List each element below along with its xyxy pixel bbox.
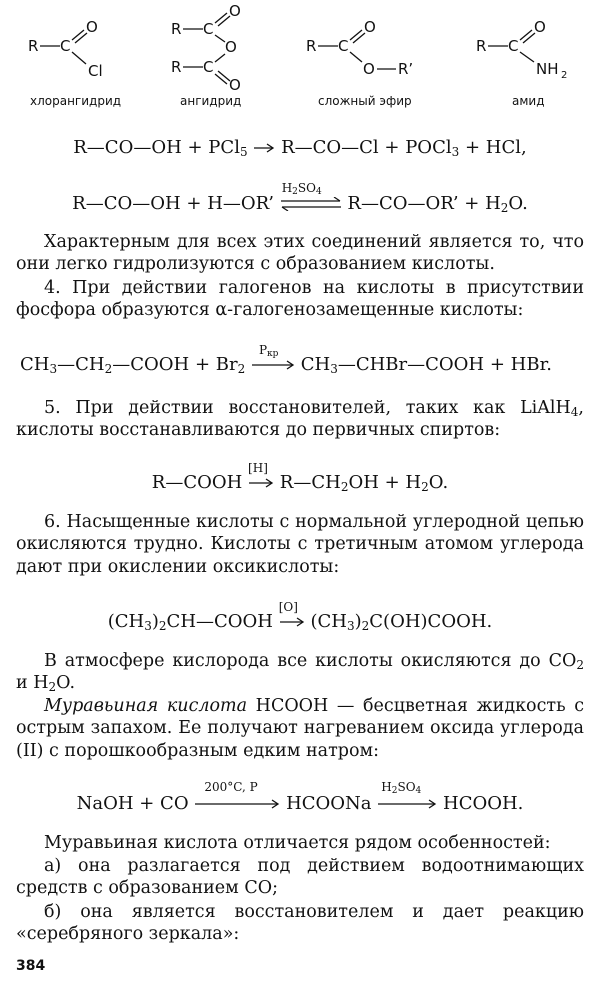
- ester-label: сложный эфир: [318, 94, 412, 108]
- svg-text:C: C: [338, 37, 349, 55]
- svg-text:C: C: [203, 58, 214, 76]
- svg-text:C: C: [203, 20, 214, 38]
- svg-text:R: R: [306, 37, 317, 55]
- reaction-condition: [O]: [278, 600, 298, 614]
- acyl-chloride-label: хлорангидрид: [30, 94, 122, 108]
- paragraph-hydrolysis: Характерным для всех этих соединений является то, что они легко гидролизуются с образованием кислоты.: [16, 232, 584, 275]
- paragraph-combustion: В атмосфере кислорода все кислоты окисляются до $CO_2$ и $H_2O$.: [16, 651, 584, 695]
- svg-text:Cl: Cl: [88, 62, 103, 80]
- anhydride-structure: [165, 0, 265, 90]
- paragraph-oxidation: 6. Насыщенные кислоты с нормальной углеродной цепью окисляются трудно. Кислоты с третичным атомом углерода дают при окислении оксикислоты:: [16, 512, 584, 577]
- paragraph-reduction: 5. При действии восстановителей, таких как LiAlH$_4$, кислоты восстанавливаются до первичных спиртов:: [16, 398, 584, 441]
- svg-text:O: O: [225, 38, 237, 56]
- paragraph-halogenation: 4. При действии галогенов на кислоты в присутствии фосфора образуются α-галогенозамещенные кислоты:: [16, 278, 584, 321]
- arrow-icon: [253, 142, 275, 154]
- svg-text:O: O: [363, 60, 375, 78]
- arrow-icon: [377, 798, 437, 810]
- svg-text:C: C: [508, 37, 519, 55]
- reaction-condition: $P_{кр}$: [258, 343, 279, 359]
- svg-text:O: O: [364, 18, 376, 36]
- amide-label: амид: [512, 94, 545, 108]
- equation-acyl-chloride: R—CO—OH + PCl$_5$ R—CO—Cl + POCl$_3$ + HCl,: [73, 137, 527, 159]
- svg-text:R: R: [476, 37, 487, 55]
- svg-text:R: R: [28, 37, 39, 55]
- ester-structure: [300, 0, 440, 90]
- svg-text:2: 2: [561, 70, 568, 81]
- structural-formulas: [0, 0, 600, 120]
- reaction-condition: $H_2SO_4$: [281, 181, 322, 197]
- reaction-condition: 200°C, P: [204, 780, 258, 794]
- paragraph-formic-features: Муравьиная кислота отличается рядом особенностей:: [44, 833, 551, 853]
- svg-text:O: O: [229, 2, 241, 20]
- arrow-icon: [194, 798, 280, 810]
- arrow-icon: [248, 477, 274, 489]
- page-number: 384: [16, 958, 46, 974]
- reaction-condition: $H_2SO_4$: [381, 780, 422, 796]
- equation-reduction: R—COOH [H] $R—CH_2OH + H_2O$.: [0, 472, 600, 494]
- amide-structure: [470, 0, 580, 90]
- svg-text:O: O: [86, 18, 98, 36]
- arrow-icon: [251, 359, 295, 371]
- svg-text:C: C: [60, 37, 71, 55]
- formic-acid-term: Муравьиная кислота: [44, 696, 248, 716]
- equation-esterification: R—CO—OH + H—OR’ $H_2SO_4$ R—CO—OR’ + $H_2O$.: [0, 193, 600, 215]
- reaction-condition: [H]: [248, 461, 268, 475]
- anhydride-label: ангидрид: [180, 94, 242, 108]
- svg-text:R’: R’: [398, 60, 414, 78]
- equilibrium-arrow-icon: [280, 197, 342, 211]
- svg-text:R: R: [171, 20, 182, 38]
- svg-text:R: R: [171, 58, 182, 76]
- paragraph-formic-acid: Муравьиная кислота HCOOH — бесцветная жидкость с острым запахом. Ее получают нагреванием оксида углерода (II) с порошкообразным едким натром:: [16, 696, 585, 761]
- acyl-chloride-structure: [22, 0, 122, 90]
- equation-halogenation: $CH_3—CH_2—COOH + Br_2$ $P_{кр}$ $CH_3—CHBr—COOH$ + HBr.: [20, 354, 590, 376]
- svg-text:O: O: [229, 76, 241, 90]
- paragraph-feature-b: б) она является восстановителем и дает реакцию «серебряного зеркала»:: [16, 902, 584, 945]
- equation-formic-acid-synthesis: NaOH + CO 200°C, P HCOONa $H_2SO_4$ HCOOH.: [0, 793, 600, 815]
- svg-text:O: O: [534, 18, 546, 36]
- paragraph-feature-a: а) она разлагается под действием водоотнимающих средств с образованием CO;: [16, 856, 584, 899]
- svg-text:NH: NH: [536, 60, 559, 78]
- equation-oxidation: $(CH_3)_2CH—COOH$ [O] $(CH_3)_2C(OH)COOH$.: [0, 611, 600, 633]
- arrow-icon: [279, 616, 305, 628]
